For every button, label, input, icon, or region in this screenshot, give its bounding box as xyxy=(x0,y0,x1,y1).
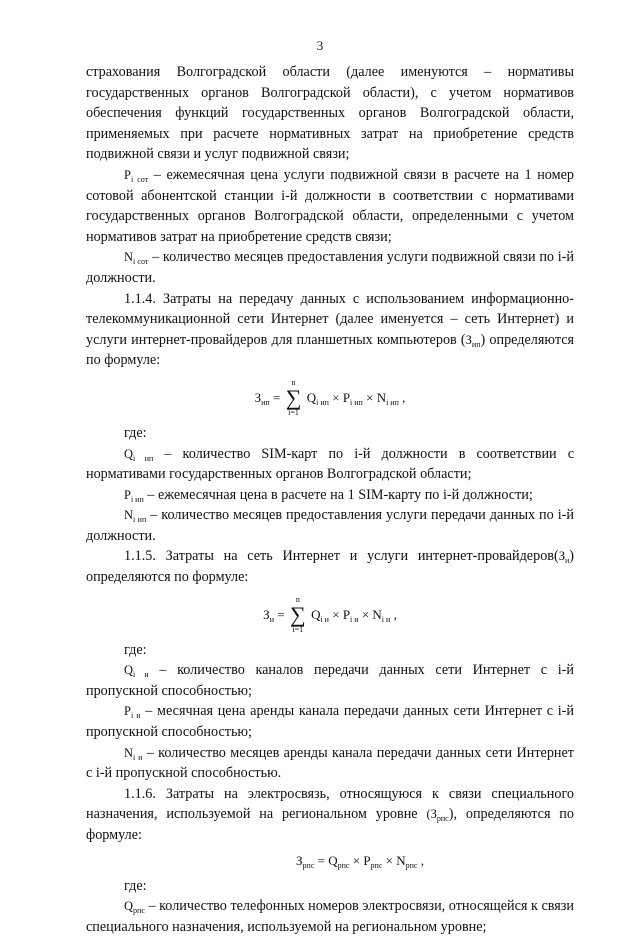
formula-1-1-4: $З_{ип}$ = n ∑ i=1 $Q_{i ип} \times P_{i ип} \times N_{i ип}$ , xyxy=(254,377,406,417)
sum-symbol: n ∑ i=1 xyxy=(289,594,306,634)
definition-n-sot: $N_{i сот}$ – количество месяцев предоставления услуги подвижной связи по i-й должности. xyxy=(86,249,575,286)
paragraph-intro: страхования Волгоградской области (далее именуются – нормативы государственных органов Волгоградской области), с учетом нормативов обеспечения функций государственных органов Волгоградской области, применяемых при расчете нормативных затрат на приобретение средств подвижной связи и услуг подвижной связи; xyxy=(86,64,574,163)
sum-symbol: n ∑ i=1 xyxy=(285,377,302,417)
where-label: где: xyxy=(124,877,147,894)
definition-n-ip: $N_{i ип}$ – количество месяцев предоставления услуги передачи данных по i-й должности. xyxy=(86,507,574,544)
formula-1-1-6: $З_{рпс} = Q_{рпс} \times P_{рпс} \times N_{рпс}$ , xyxy=(296,852,424,870)
formula-1-1-5: $З_и$ = n ∑ i=1 $Q_{i и} \times P_{i и} \times N_{i и}$ , xyxy=(263,594,397,634)
section-1-1-4: 1.1.4. Затраты на передачу данных с использованием информационно-телекоммуникационной сети Интернет (далее именуется – сеть Интернет) и услуги интернет-провайдеров для планшетных компьютеров $(З_{ип})$ определяются по формуле: xyxy=(86,290,575,369)
where-label: где: xyxy=(124,424,147,441)
definition-p-ip: $P_{i ип}$ – ежемесячная цена в расчете на 1 SIM-карту по i-й должности; xyxy=(124,486,533,504)
definition-n-i: $N_{i и}$ – количество месяцев аренды канала передачи данных сети Интернет с i-й пропускной способностью. xyxy=(86,744,575,782)
section-1-1-6: 1.1.6. Затраты на электросвязь, относящуюся к связи специального назначения, используемой на региональном уровне $(З_{рпс})$, определяются по формуле: xyxy=(86,785,574,843)
definition-q-i: $Q_{i и}$ – количество каналов передачи данных сети Интернет с i-й пропускной способностью; xyxy=(86,662,574,699)
definition-q-ip: $Q_{i ип}$ – количество SIM-карт по i-й должности в соответствии с нормативами государственных органов Волгоградской области; xyxy=(86,445,574,483)
definition-p-i: $P_{i и}$ – месячная цена аренды канала передачи данных сети Интернет с i-й пропускной способностью; xyxy=(86,703,574,741)
definition-p-sot: $P_{i сот}$ – ежемесячная цена услуги подвижной связи в расчете на 1 номер сотовой абонентской станции i-й должности в соответствии с нормативами государственных органов Волгоградской области, определенными с учетом нормативов затрат на приобретение средств связи; xyxy=(86,166,574,245)
page-number: 3 xyxy=(316,38,324,53)
where-label: где: xyxy=(124,641,147,658)
section-1-1-5: 1.1.5. Затраты на сеть Интернет и услуги интернет-$провайдеров(З_и)$ определяются по формуле: xyxy=(86,548,574,586)
document-body xyxy=(86,62,574,937)
definition-q-rps: $Q_{рпс}$ – количество телефонных номеров электросвязи, относящейся к связи специального назначения, используемой на региональном уровне; xyxy=(86,898,574,935)
